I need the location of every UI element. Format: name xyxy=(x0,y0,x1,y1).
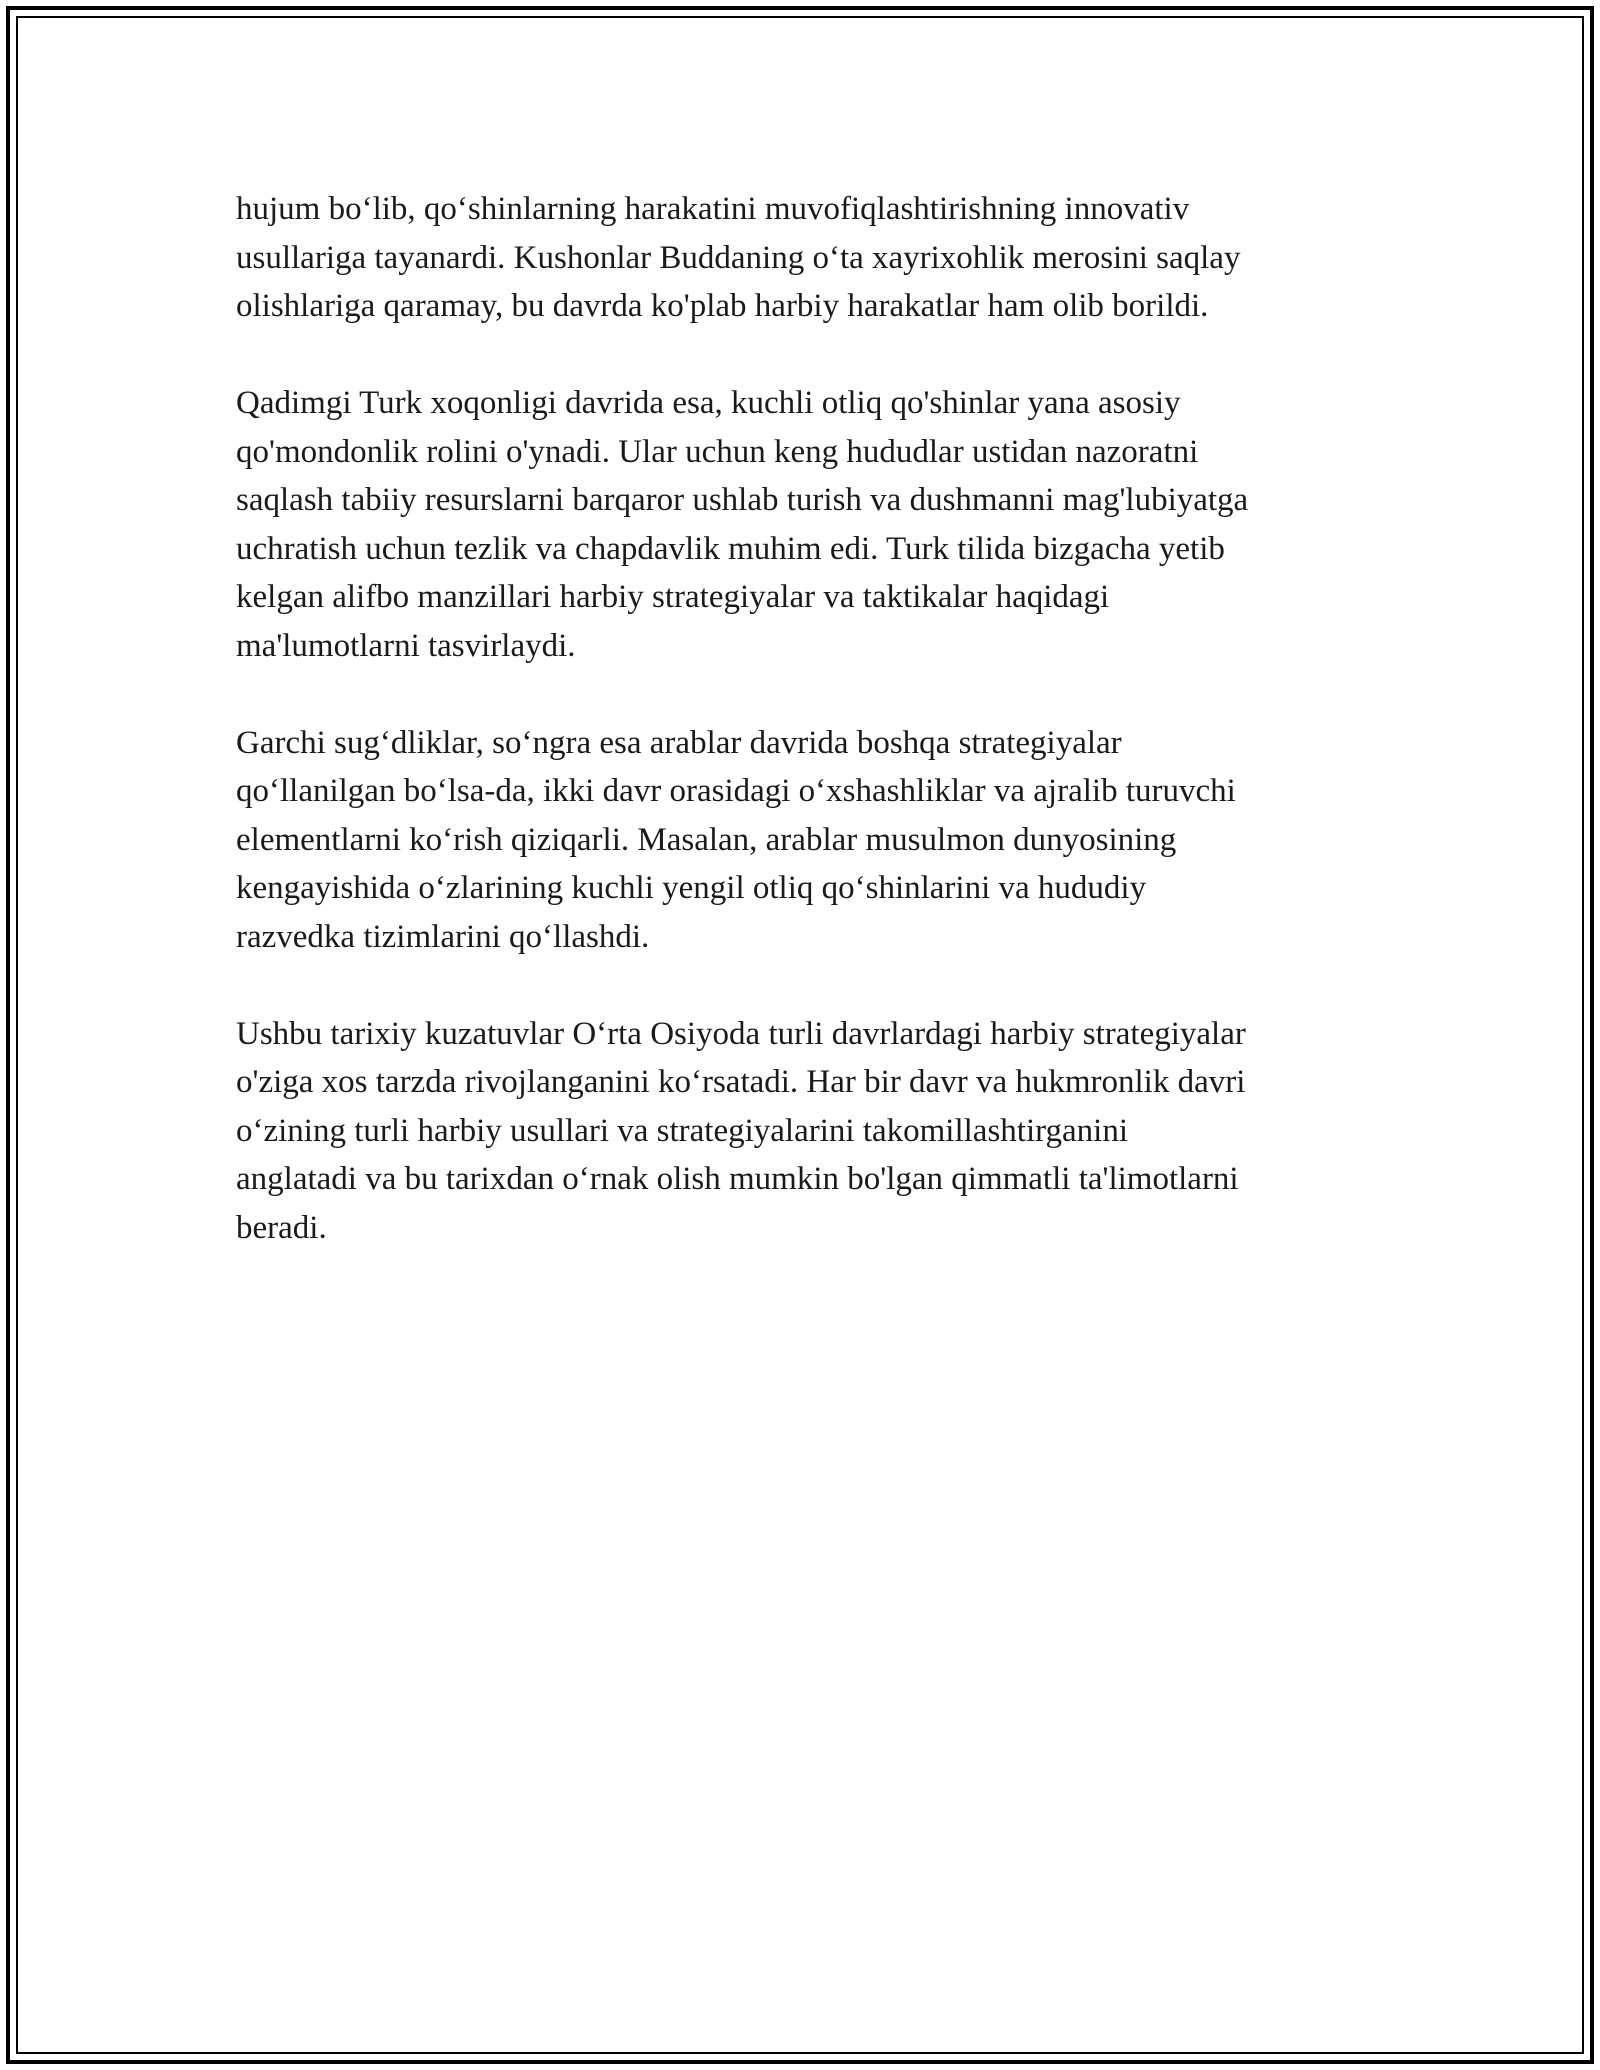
paragraph-line: razvedka tizimlarini qo‘llashdi. xyxy=(236,918,650,955)
paragraph-line: elementlarni ko‘rish qiziqarli. Masalan, arablar musulmon dunyosining xyxy=(236,821,1177,858)
paragraph-line: qo‘llanilgan bo‘lsa-da, ikki davr orasidagi o‘xshashliklar va ajralib turuvchi xyxy=(236,773,1236,809)
paragraph-line: olishlariga qaramay, bu davrda ko'plab harbiy harakatlar ham olib borildi. xyxy=(236,288,1209,324)
paragraph-2 xyxy=(236,379,1386,670)
paragraph-line: Qadimgi Turk xoqonligi davrida esa, kuchli otliq qo'shinlar yana asosiy xyxy=(236,385,1181,421)
paragraph-4 xyxy=(236,1010,1386,1253)
paragraph-line: saqlash tabiiy resurslarni barqaror ushlab turish va dushmanni mag'lubiyatga xyxy=(236,482,1249,518)
paragraph-line: beradi. xyxy=(236,1209,327,1246)
paragraph-line: kengayishida o‘zlarining kuchli yengil otliq qo‘shinlarini va hududiy xyxy=(236,870,1147,906)
paragraph-1 xyxy=(236,185,1386,331)
paragraph-line: ma'lumotlarni tasvirlaydi. xyxy=(236,627,576,664)
paragraph-line: qo'mondonlik rolini o'ynadi. Ular uchun keng hududlar ustidan nazoratni xyxy=(236,433,1199,470)
paragraph-line: Ushbu tarixiy kuzatuvlar O‘rta Osiyoda turli davrlardagi harbiy strategiyalar xyxy=(236,1015,1246,1052)
paragraph-line: anglatadi va bu tarixdan o‘rnak olish mumkin bo'lgan qimmatli ta'limotlarni xyxy=(236,1161,1239,1197)
paragraph-line: usullariga tayanardi. Kushonlar Buddaning o‘ta xayrixohlik merosini saqlay xyxy=(236,239,1241,276)
paragraph-3 xyxy=(236,719,1386,962)
paragraph-line: o‘zining turli harbiy usullari va strategiyalarini takomillashtirganini xyxy=(236,1112,1129,1149)
paragraph-line: hujum bo‘lib, qo‘shinlarning harakatini muvofiqlashtirishning innovativ xyxy=(236,191,1190,227)
paragraph-line: uchratish uchun tezlik va chapdavlik muhim edi. Turk tilida bizgacha yetib xyxy=(236,530,1225,567)
document-body xyxy=(236,185,1386,1301)
paragraph-line: Garchi sug‘dliklar, so‘ngra esa arablar davrida boshqa strategiyalar xyxy=(236,724,1122,761)
paragraph-line: kelgan alifbo manzillari harbiy strategiyalar va taktikalar haqidagi xyxy=(236,579,1110,615)
paragraph-line: o'ziga xos tarzda rivojlanganini ko‘rsatadi. Har bir davr va hukmronlik davri xyxy=(236,1064,1246,1100)
